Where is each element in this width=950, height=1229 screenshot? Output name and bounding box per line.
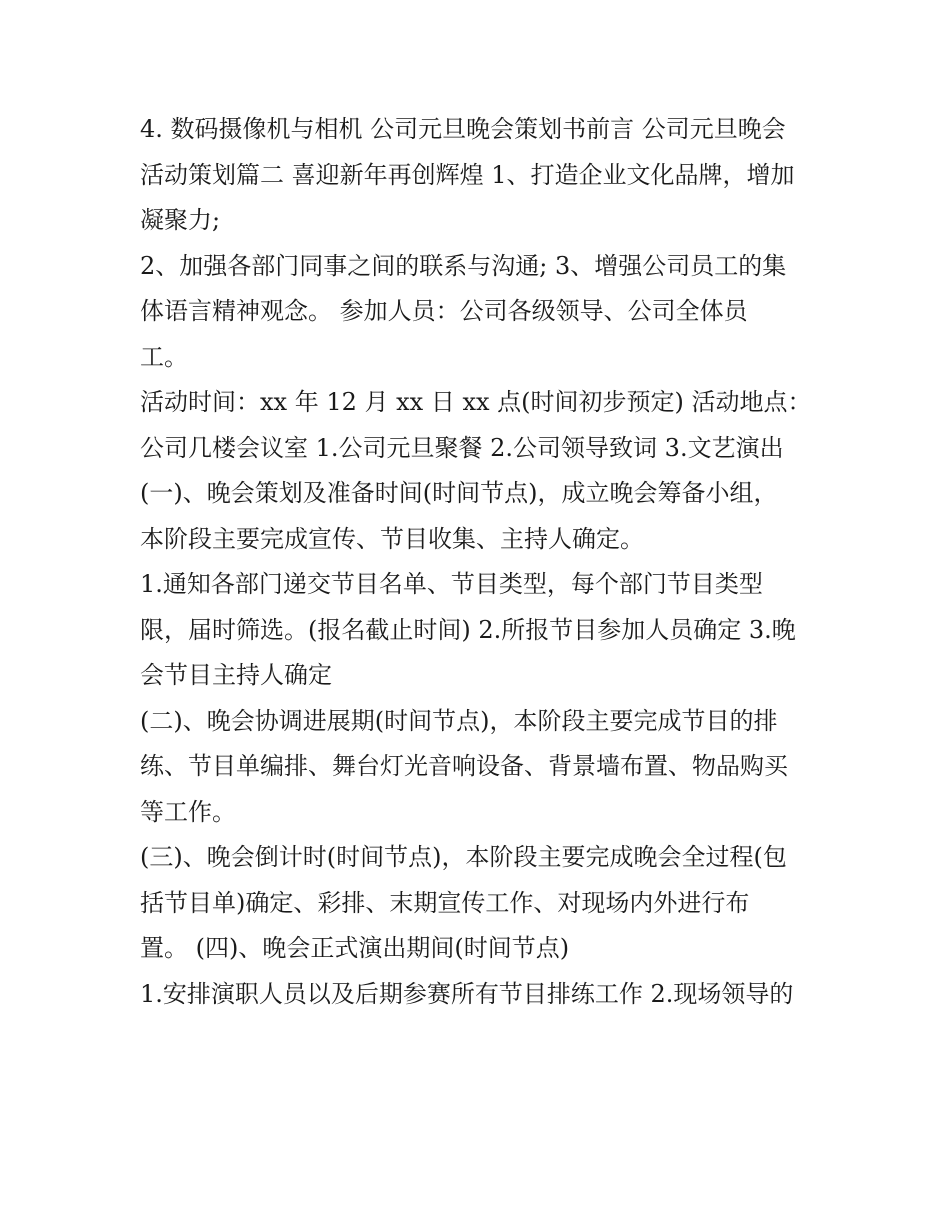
- text-line: 工。: [140, 342, 188, 371]
- text-line: 体语言精神观念。 参加人员：公司各级领导、公司全体员: [140, 297, 748, 325]
- text-line: 括节目单)确定、彩排、末期宣传工作、对现场内外进行布: [140, 888, 750, 917]
- text-line: 1.通知各部门递交节目名单、节目类型，每个部门节目类型: [140, 570, 763, 598]
- text-line: (三)、晚会倒计时(时间节点)，本阶段主要完成晚会全过程(包: [140, 843, 787, 871]
- text-line: 置。 (四)、晚会正式演出期间(时间节点): [140, 934, 570, 962]
- document-page: [140, 107, 820, 1017]
- text-line: 1.安排演职人员以及后期参赛所有节目排练工作 2.现场领导的: [140, 979, 794, 1008]
- text-line: 4. 数码摄像机与相机 公司元旦晚会策划书前言 公司元旦晚会: [140, 115, 786, 143]
- text-line: (一)、晚会策划及准备时间(时间节点)，成立晚会筹备小组，: [140, 479, 778, 507]
- text-line: 活动时间：xx 年 12 月 xx 日 xx 点(时间初步预定) 活动地点：: [140, 388, 812, 416]
- text-line: 等工作。: [140, 797, 236, 826]
- text-line: 会节目主持人确定: [140, 661, 332, 689]
- text-line: 活动策划篇二 喜迎新年再创辉煌 1、打造企业文化品牌，增加: [140, 160, 795, 189]
- text-line: 本阶段主要完成宣传、节目收集、主持人确定。: [140, 524, 644, 553]
- text-line: (二)、晚会协调进展期(时间节点)，本阶段主要完成节目的排: [140, 706, 778, 735]
- text-line: 公司几楼会议室 1.公司元旦聚餐 2.公司领导致词 3.文艺演出: [140, 433, 784, 462]
- text-line: 限，届时筛选。(报名截止时间) 2.所报节目参加人员确定 3.晚: [140, 615, 796, 644]
- text-line: 练、节目单编排、舞台灯光音响设备、背景墙布置、物品购买: [140, 752, 788, 780]
- text-line: 2、加强各部门同事之间的联系与沟通; 3、增强公司员工的集: [140, 251, 787, 280]
- text-line: 凝聚力;: [140, 206, 221, 234]
